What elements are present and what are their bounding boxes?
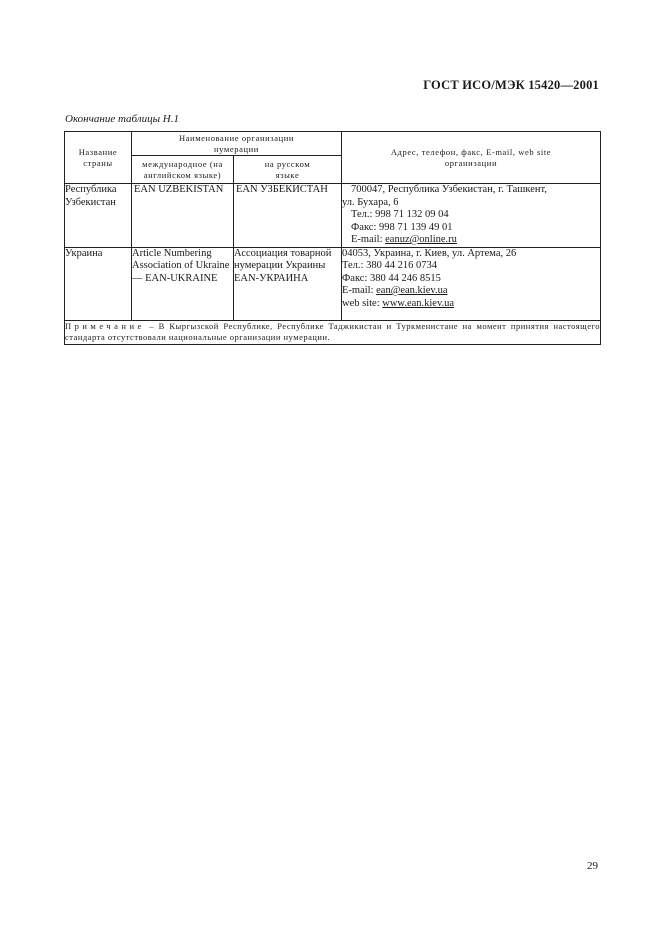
header-rus-name: на русском языке (234, 156, 342, 184)
organizations-table (64, 131, 601, 345)
web-line (342, 298, 600, 311)
table-row (65, 247, 601, 320)
fax-line: Факс: 998 71 139 49 01 (351, 221, 453, 233)
header-contacts: Адрес, телефон, факс, E-mail, web site организации (342, 132, 601, 184)
note-cell (65, 320, 601, 344)
page-number: 29 (587, 860, 598, 872)
email-link[interactable]: ean@ean.kiev.ua (376, 285, 448, 296)
web-label: web site: (342, 297, 383, 309)
address-line: 04053, Украина, г. Киев, ул. Артема, 26 (342, 247, 517, 259)
note-text: – В Кыргызской Республике, Республике Таджикистан и Туркменистане на момент принятия настоящего стандарта отсутствовали национальные организации нумерации. (65, 320, 600, 342)
intl-name-cell: EAN UZBEKISTAN (132, 184, 234, 248)
intl-name-cell: Article Numbering Association of Ukraine — EAN-UKRAINE (132, 247, 234, 320)
contacts-cell (342, 184, 601, 248)
email-label: E-mail: (351, 234, 386, 245)
email-line (342, 234, 600, 247)
phone-line: Тел.: 998 71 132 09 04 (351, 209, 449, 220)
table-row (65, 184, 601, 248)
table-header-row (65, 132, 601, 156)
contacts-cell (342, 247, 601, 320)
address-line: ул. Бухара, 6 (342, 196, 399, 208)
rus-name-cell: Ассоциация товарной нумерации Украины EAN-УКРАИНА (234, 247, 342, 320)
country-cell: Украина (65, 247, 132, 320)
web-link[interactable]: www.ean.kiev.ua (382, 297, 455, 309)
phone-line: Тел.: 380 44 216 0734 (342, 260, 437, 271)
email-line (342, 285, 600, 298)
table-caption: Окончание таблицы Н.1 (65, 113, 179, 125)
note-row (65, 320, 601, 344)
email-link[interactable]: eanuz@online.ru (385, 234, 457, 245)
header-org-name: Наименование организации нумерации (132, 132, 342, 156)
email-label: E-mail: (342, 285, 377, 296)
rus-name-cell: EAN УЗБЕКИСТАН (234, 184, 342, 248)
note-label: Примечание (65, 320, 145, 331)
header-intl-name: международное (на английском языке) (132, 156, 234, 184)
country-cell: Республика Узбекистан (65, 184, 132, 248)
address-line: 700047, Республика Узбекистан, г. Ташкент, (351, 184, 547, 195)
document-code: ГОСТ ИСО/МЭК 15420—2001 (423, 78, 599, 92)
header-country: Название страны (65, 132, 132, 184)
fax-line: Факс: 380 44 246 8515 (342, 272, 441, 284)
